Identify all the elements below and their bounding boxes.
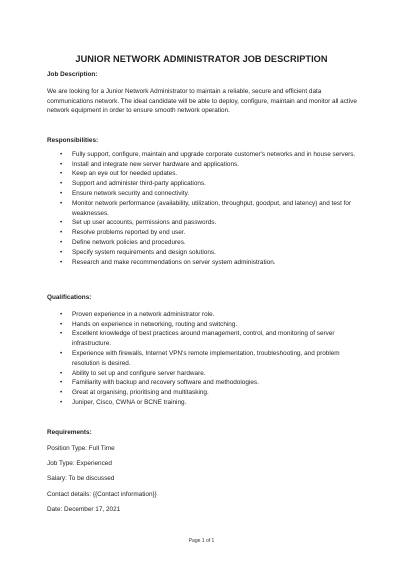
list-item: • Support and administer third-party applications. [47,179,360,189]
position-type: Position Type: Full Time [47,444,115,452]
job-description-section [47,70,360,116]
job-type: Job Type: Experienced [47,460,112,468]
salary: Salary: To be discussed [47,475,115,483]
list-item: • Ability to set up and configure server hardware. [47,369,360,379]
list-item: • Resolve problems reported by end user. [47,228,360,238]
contact-details: Contact details: {{Contact information}} [47,490,157,498]
list-item: • Proven experience in a network administrator role. [47,310,360,320]
list-item: • Ensure network security and connectivity. [47,189,360,199]
list-item: • Excellent knowledge of best practices around management, control, and monitoring of server infrastructure. [47,329,360,349]
responsibilities-section [47,136,360,267]
requirements-heading: Requirements: [47,429,92,436]
list-item: • Research and make recommendations on server system administration. [47,258,360,268]
list-item: • Hands on experience in networking, routing and switching. [47,320,360,330]
list-item: • Install and integrate new server hardware and applications. [47,160,360,170]
list-item: • Great at organising, prioritising and multitasking. [47,388,360,398]
list-item: • Define network policies and procedures. [47,238,360,248]
list-item: • Monitor network performance (availability, utilization, throughput, goodput, and latency) and test for weaknesses. [47,199,360,219]
list-item: • Specify system requirements and design solutions. [47,248,360,258]
date: Date: December 17, 2021 [47,505,121,513]
list-item: • Fully support, configure, maintain and upgrade corporate customer's networks and in house servers. [47,150,360,160]
page-number: Page 1 of 1 [188,538,215,544]
qualifications-heading: Qualifications: [47,294,92,301]
qualifications-section [47,293,360,408]
list-item: • Experience with firewalls, Internet VPN's remote implementation, troubleshooting, and problem resolution is desired. [47,349,360,369]
list-item: • Set up user accounts, permissions and passwords. [47,218,360,228]
requirements-section [47,428,360,520]
responsibilities-heading: Responsibilities: [47,137,99,144]
list-item: • Keep an eye out for needed updates. [47,169,360,179]
list-item: • Juniper, Cisco, CWNA or BCNE training. [47,398,360,408]
job-description-text: We are looking for a Junior Network Administrator to maintain a reliable, secure and efficient data communications network. The ideal candidate will be able to deploy, configure, maintain and monitor all active network equipment in order to ensure smooth network operation. [47,87,357,115]
job-description-heading: Job Description: [47,71,98,78]
qualifications-list [47,310,360,408]
list-item: • Familiarity with backup and recovery software and methodologies. [47,378,360,388]
document-title: JUNIOR NETWORK ADMINISTRATOR JOB DESCRIPTION [75,54,328,64]
responsibilities-list [47,150,360,268]
